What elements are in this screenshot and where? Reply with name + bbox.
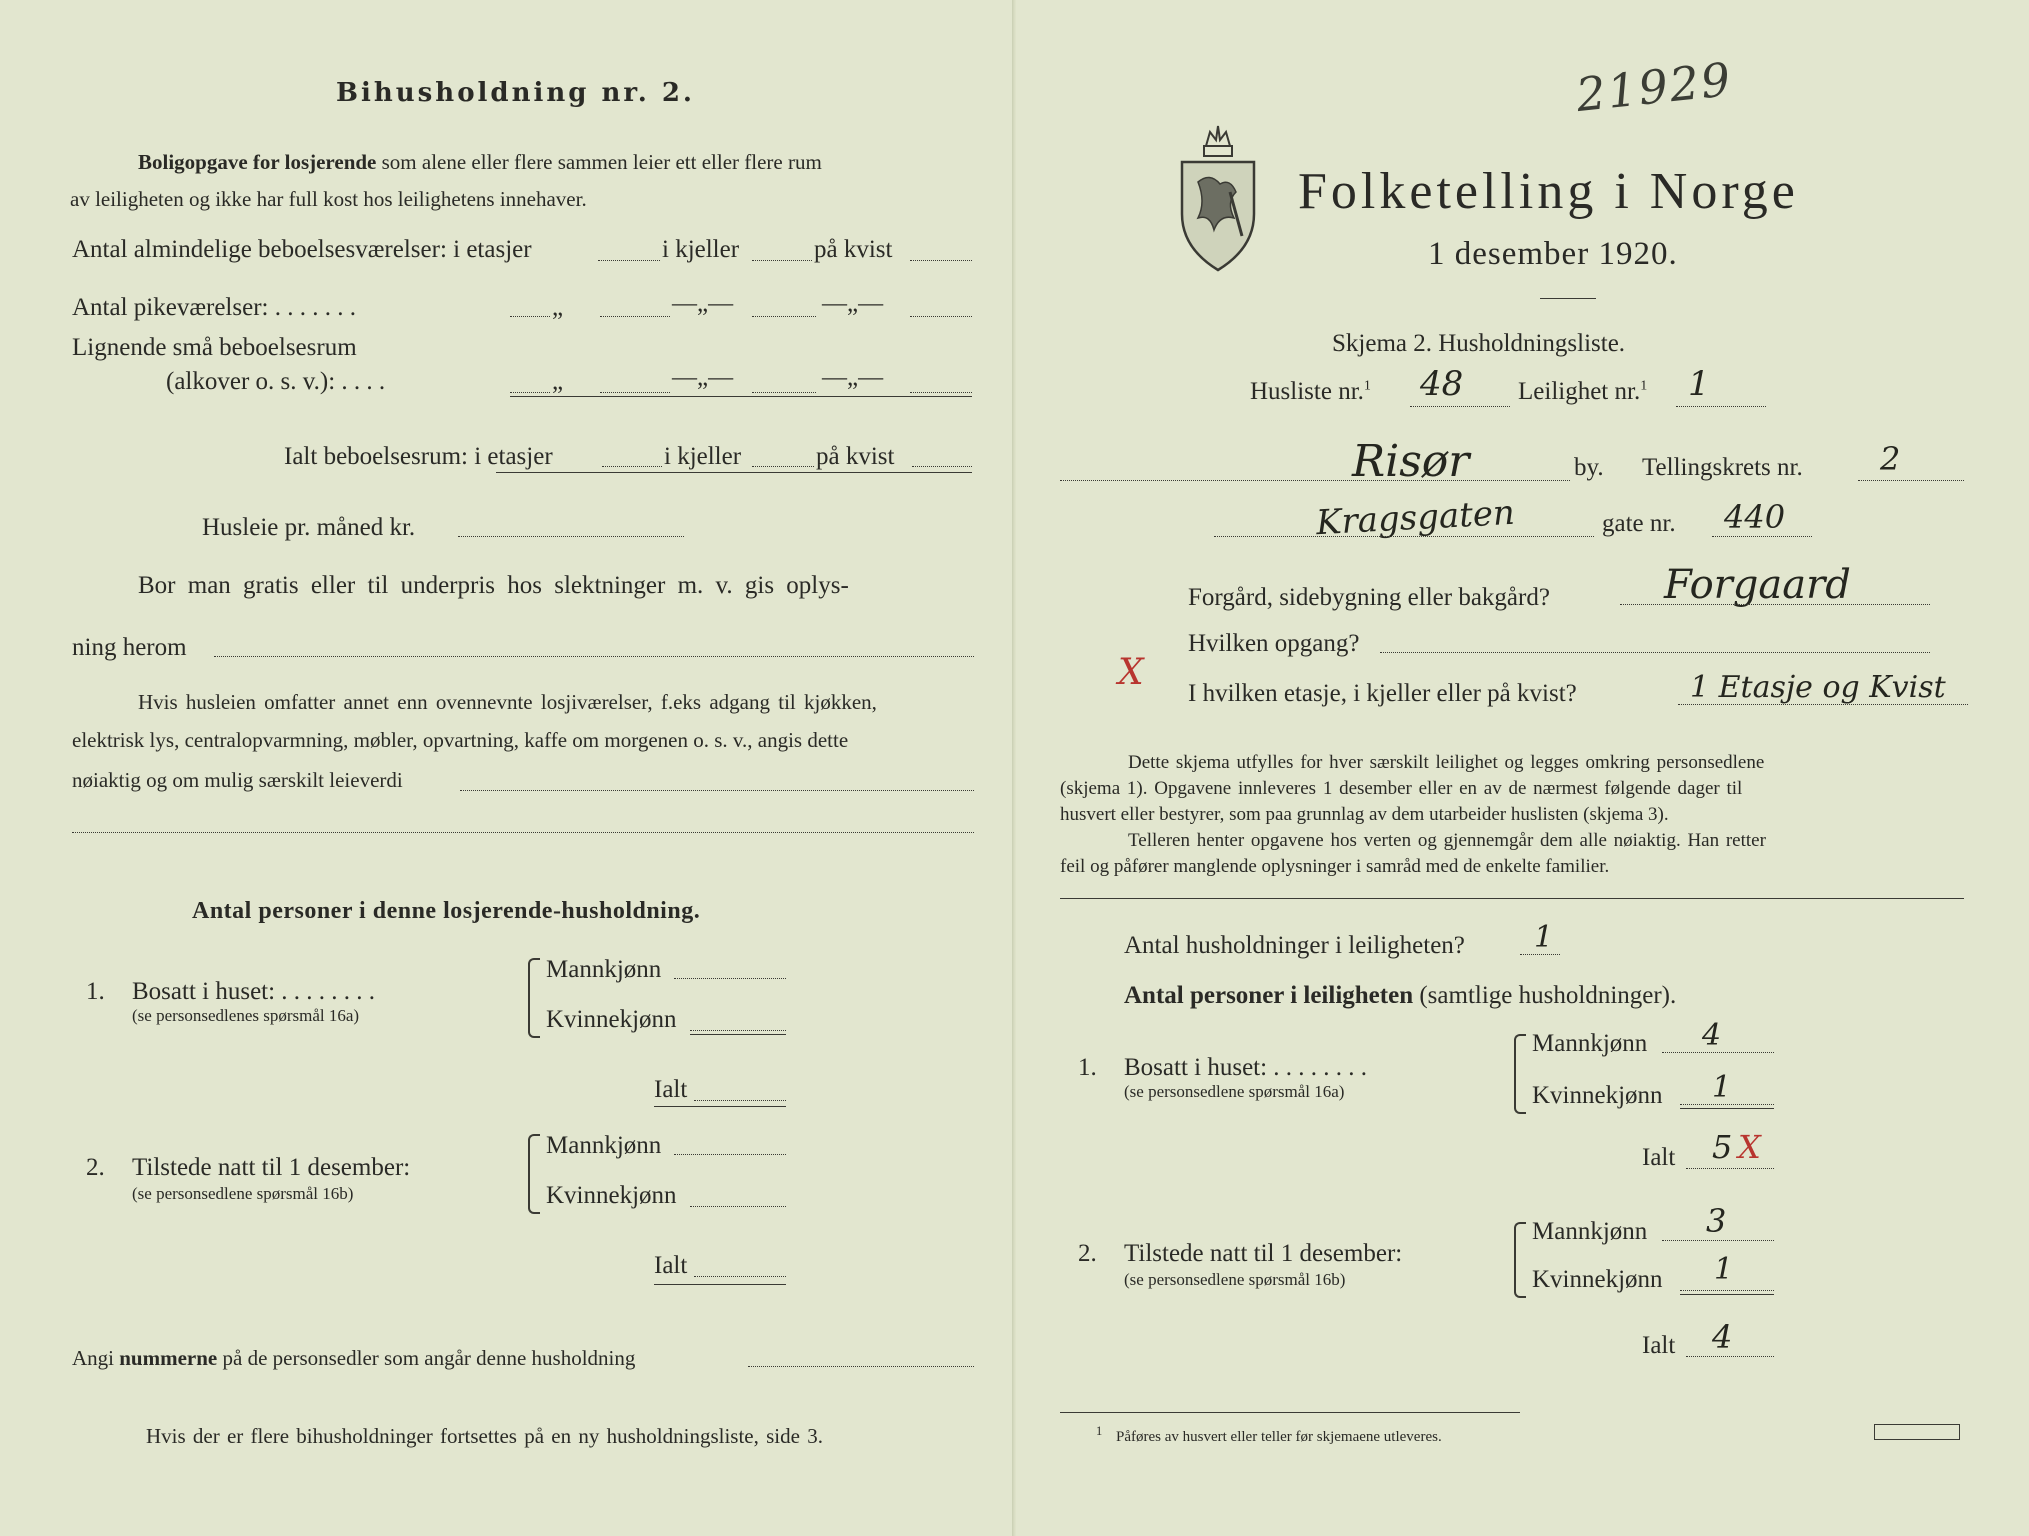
red-check-mark: X: [1118, 652, 1144, 693]
right-q1-ialt-label: Ialt: [1642, 1144, 1676, 1171]
antal-hush-label: Antal husholdninger i leiligheten?: [1124, 932, 1465, 959]
left-q1-mann-label: Mannkjønn: [546, 956, 662, 983]
ning-herom-field[interactable]: [214, 656, 974, 657]
right-q2-label: Tilstede natt til 1 desember:: [1124, 1240, 1403, 1267]
left-q2-num: 2.: [86, 1154, 105, 1181]
gate-value: Kragsgaten: [1315, 492, 1516, 544]
etasje-value: 1 Etasje og Kvist: [1690, 670, 1946, 705]
hvis-text-3: nøiaktig og om mulig særskilt leieverdi: [72, 768, 403, 792]
hvis-text-2: elektrisk lys, centralopvarmning, møbler, opvartning, kaffe om morgenen o. s. v., angis dette: [72, 728, 849, 752]
ialt-kjeller-field[interactable]: [752, 466, 814, 467]
leilighet-label: [1518, 378, 1647, 406]
alkover-label: (alkover o. s. v.): . . . .: [166, 368, 386, 395]
gate-nr-field[interactable]: [1712, 536, 1812, 537]
left-q2-mann-field[interactable]: [674, 1154, 786, 1155]
antal-pers-bold: Antal personer i leiligheten: [1124, 982, 1414, 1009]
intro-line1: [138, 150, 822, 175]
antal-hush-field[interactable]: [1520, 954, 1560, 955]
left-q2-label: Tilstede natt til 1 desember:: [132, 1154, 411, 1181]
left-q1-kvinne-rule: [690, 1034, 786, 1035]
angi-line: [72, 1346, 635, 1371]
by-value: Risør: [1352, 436, 1470, 487]
coat-of-arms-icon: [1176, 118, 1260, 274]
left-q2-kvinne-label: Kvinnekjønn: [546, 1182, 677, 1209]
hvis-text-1: Hvis husleien omfatter annet enn ovennevnte losjiværelser, f.eks adgang til kjøkken,: [138, 690, 877, 714]
right-q1-kvinne-label: Kvinnekjønn: [1532, 1082, 1663, 1109]
footnote-line: [1096, 1424, 1442, 1446]
ialt-rum-rule: [496, 472, 972, 473]
right-q1-kvinne-rule: [1680, 1108, 1774, 1109]
forgaard-value: Forgaard: [1664, 562, 1851, 608]
left-q1-label: Bosatt i huset: . . . . . . . .: [132, 978, 376, 1005]
leieverdi-field-2[interactable]: [72, 832, 974, 833]
alkover-etasjer-field[interactable]: [510, 392, 550, 393]
left-q2-sub: (se personsedlene spørsmål 16b): [132, 1184, 354, 1203]
ialt-kvist-field[interactable]: [912, 466, 972, 467]
tellingskrets-value: 2: [1880, 440, 1901, 478]
pike-etasjer-field-2[interactable]: [600, 316, 670, 317]
ning-herom-label: ning herom: [72, 634, 187, 661]
left-q1-ialt-label: Ialt: [654, 1076, 688, 1103]
leieverdi-field[interactable]: [460, 790, 974, 791]
right-q1-mann-field[interactable]: [1662, 1052, 1774, 1053]
left-q1-kvinne-label: Kvinnekjønn: [546, 1006, 677, 1033]
left-q2-ialt-rule: [654, 1284, 786, 1285]
right-q1-ialt-value: 5: [1712, 1128, 1733, 1166]
husliste-value: 48: [1420, 364, 1464, 404]
gate-nr-value: 440: [1724, 498, 1786, 536]
page-fold: [1012, 0, 1016, 1536]
antal-pike-label: Antal pikeværelser: . . . . . . .: [72, 294, 356, 321]
footnote-divider: [1060, 1412, 1520, 1413]
right-q1-sub: (se personsedlene spørsmål 16a): [1124, 1082, 1345, 1101]
pike-ditto-c: —„—: [822, 290, 884, 317]
right-q2-kvinne-value: 1: [1714, 1252, 1734, 1287]
left-q1-mann-field[interactable]: [674, 978, 786, 979]
right-q2-kvinne-label: Kvinnekjønn: [1532, 1266, 1663, 1293]
skjema-label: Skjema 2. Husholdningsliste.: [1332, 330, 1626, 357]
by-label: by.: [1574, 454, 1604, 481]
ialt-kvist-label: på kvist: [816, 443, 895, 470]
info-line-4: Telleren henter opgavene hos verten og gjennemgår dem alle nøiaktig. Han retter: [1128, 830, 1766, 851]
printer-mark: [1874, 1424, 1960, 1440]
antal-hush-value: 1: [1534, 920, 1554, 955]
alkover-ditto-c: —„—: [822, 364, 884, 391]
left-q1-sub: (se personsedlenes spørsmål 16a): [132, 1006, 360, 1025]
right-q1-brace: [1514, 1034, 1526, 1114]
alm-kjeller-field[interactable]: [752, 260, 812, 261]
alkover-rule: [510, 396, 972, 397]
alkover-kjeller-field[interactable]: [752, 392, 816, 393]
by-field[interactable]: [1060, 480, 1570, 481]
left-q2-brace: [528, 1134, 540, 1214]
husleie-field[interactable]: [458, 536, 684, 537]
husliste-label-text: Husliste nr.: [1250, 378, 1364, 405]
pike-etasjer-field[interactable]: [510, 316, 550, 317]
lignende-label: Lignende små beboelsesrum: [72, 334, 357, 361]
husleie-label: Husleie pr. måned kr.: [202, 514, 416, 541]
antal-pers-rest: (samtlige husholdninger).: [1419, 982, 1677, 1009]
right-q2-ialt-field[interactable]: [1686, 1356, 1774, 1357]
footnote-text: Påføres av husvert eller teller før skjemaene utleveres.: [1116, 1429, 1442, 1445]
left-antal-personer-heading: Antal personer i denne losjerende-husholdning.: [192, 898, 701, 924]
right-title: Folketelling i Norge: [1298, 163, 1799, 220]
tellingskrets-field[interactable]: [1858, 480, 1964, 481]
info-line-3: husvert eller bestyrer, som paa grunnlag av dem utarbeider huslisten (skjema 3).: [1060, 804, 1669, 825]
left-q2-ialt-field[interactable]: [694, 1276, 786, 1277]
alkover-kvist-field[interactable]: [910, 392, 972, 393]
info-line-1: Dette skjema utfylles for hver særskilt leilighet og legges omkring personsedlene: [1128, 752, 1765, 773]
tellingskrets-label: Tellingskrets nr.: [1642, 454, 1803, 481]
right-q2-brace: [1514, 1222, 1526, 1298]
alm-kjeller-label: i kjeller: [662, 236, 740, 263]
right-q2-ialt-value: 4: [1712, 1318, 1733, 1356]
left-q1-num: 1.: [86, 978, 105, 1005]
info-divider: [1060, 898, 1964, 899]
alkover-ditto-b: —„—: [672, 364, 734, 391]
husliste-field[interactable]: [1410, 406, 1510, 407]
right-q1-ialt-field[interactable]: [1686, 1168, 1774, 1169]
leilighet-sup: 1: [1640, 378, 1648, 394]
left-q2-ialt-label: Ialt: [654, 1252, 688, 1279]
left-q1-brace: [528, 958, 540, 1038]
leilighet-label-text: Leilighet nr.: [1518, 378, 1641, 405]
left-q1-ialt-field[interactable]: [694, 1100, 786, 1101]
right-q2-kvinne-field[interactable]: [1680, 1290, 1774, 1291]
title-underline: [1540, 298, 1596, 299]
right-q2-ialt-label: Ialt: [1642, 1332, 1676, 1359]
right-q1-label: Bosatt i huset: . . . . . . . .: [1124, 1054, 1368, 1081]
left-title: Bihusholdning nr. 2.: [336, 78, 695, 108]
antal-alm-label: Antal almindelige beboelsesværelser: i etasjer: [72, 236, 532, 263]
angi-bold: nummerne: [119, 1346, 218, 1370]
right-q1-num: 1.: [1078, 1054, 1097, 1081]
right-q2-mann-label: Mannkjønn: [1532, 1218, 1648, 1245]
right-q2-num: 2.: [1078, 1240, 1097, 1267]
info-line-5: feil og påfører manglende oplysninger i samråd med de enkelte familier.: [1060, 856, 1610, 877]
left-q2-mann-label: Mannkjønn: [546, 1132, 662, 1159]
angi-field[interactable]: [748, 1366, 974, 1367]
angi-pre: Angi: [72, 1346, 114, 1370]
right-q2-sub: (se personsedlene spørsmål 16b): [1124, 1270, 1346, 1289]
intro-bold: Boligopgave for losjerende: [138, 150, 377, 174]
pike-ditto-a: „: [552, 294, 564, 321]
gate-field[interactable]: [1214, 536, 1594, 537]
forgaard-label: Forgård, sidebygning eller bakgård?: [1188, 584, 1550, 611]
husliste-sup: 1: [1363, 378, 1371, 394]
leilighet-value: 1: [1688, 364, 1710, 404]
right-date: 1 desember 1920.: [1428, 236, 1678, 272]
footnote-sup: 1: [1096, 1424, 1103, 1438]
left-q2-kvinne-field[interactable]: [690, 1206, 786, 1207]
archive-stamp-number: 21929: [1573, 51, 1735, 123]
ialt-rum-label: Ialt beboelsesrum: i etasjer: [284, 443, 553, 470]
etasje-field[interactable]: [1678, 704, 1968, 705]
alm-kvist-field[interactable]: [910, 260, 972, 261]
leilighet-field[interactable]: [1676, 406, 1766, 407]
right-q1-mann-value: 4: [1702, 1018, 1722, 1053]
right-q1-kvinne-value: 1: [1712, 1070, 1732, 1105]
ialt-kjeller-label: i kjeller: [664, 443, 742, 470]
pike-kjeller-field[interactable]: [752, 316, 816, 317]
info-line-2: (skjema 1). Opgavene innleveres 1 desember eller en av de nærmest følgende dager til: [1060, 778, 1743, 799]
antal-pers-heading: [1124, 982, 1676, 1010]
intro-rest: som alene eller flere sammen leier ett eller flere rum: [381, 150, 822, 174]
left-q1-kvinne-field[interactable]: [690, 1030, 786, 1031]
alkover-etasjer-field-2[interactable]: [600, 392, 670, 393]
pike-kvist-field[interactable]: [910, 316, 972, 317]
angi-rest: på de personsedler som angår denne husholdning: [222, 1346, 636, 1370]
pike-ditto-b: —„—: [672, 290, 734, 317]
right-q2-kvinne-rule: [1680, 1294, 1774, 1295]
right-q2-mann-field[interactable]: [1662, 1240, 1774, 1241]
bor-man-text: Bor man gratis eller til underpris hos slektninger m. v. gis oplys-: [138, 572, 849, 599]
etasje-label: I hvilken etasje, i kjeller eller på kvist?: [1188, 680, 1577, 707]
intro-line2: av leiligheten og ikke har full kost hos leilighetens innehaver.: [70, 187, 587, 211]
left-q1-ialt-rule: [654, 1106, 786, 1107]
opgang-field[interactable]: [1380, 652, 1930, 653]
opgang-label: Hvilken opgang?: [1188, 630, 1360, 657]
forgaard-field[interactable]: [1620, 604, 1930, 605]
alm-etasjer-field[interactable]: [598, 260, 660, 261]
red-correction-mark: X: [1738, 1128, 1761, 1166]
left-footer: Hvis der er flere bihusholdninger fortsettes på en ny husholdningsliste, side 3.: [146, 1424, 823, 1448]
right-q1-mann-label: Mannkjønn: [1532, 1030, 1648, 1057]
right-q2-mann-value: 3: [1706, 1202, 1727, 1240]
alkover-ditto-a: „: [552, 368, 564, 395]
ialt-etasjer-field[interactable]: [602, 466, 662, 467]
right-q1-kvinne-field[interactable]: [1680, 1104, 1774, 1105]
husliste-label: [1250, 378, 1371, 406]
alm-kvist-label: på kvist: [814, 236, 893, 263]
gate-label: gate nr.: [1602, 510, 1676, 537]
